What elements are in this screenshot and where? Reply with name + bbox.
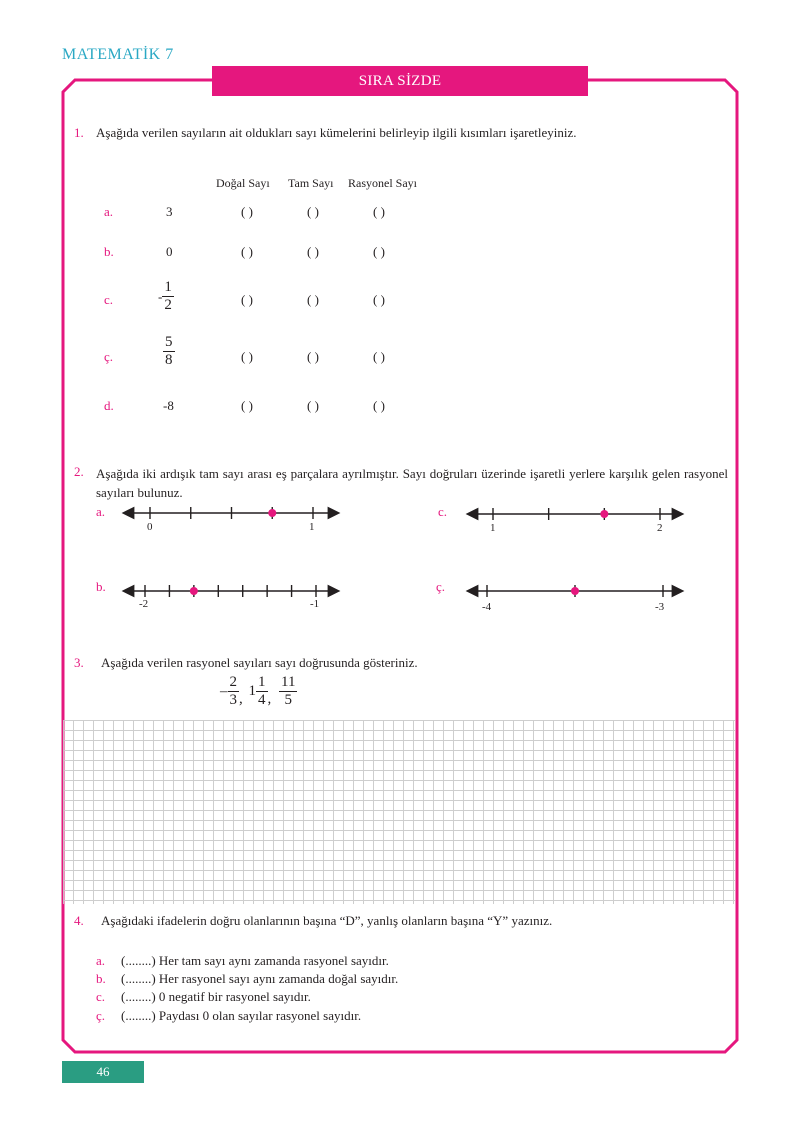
numberline-cedilla [472,585,678,597]
numberline-marked-point [268,509,276,517]
q1-number: 1. [74,125,84,140]
checkbox-dogal[interactable]: ( ) [241,244,253,259]
checkbox-tam[interactable]: ( ) [307,349,319,364]
fraction-numerator: 1 [164,279,172,295]
numberline-marked-point [571,587,579,595]
fraction-numerator: 2 [229,674,237,690]
checkbox-tam[interactable]: ( ) [307,204,319,219]
statement-text[interactable]: (........) Her rasyonel sayı aynı zamanda doğal sayıdır. [121,971,399,986]
statement-label: ç. [96,1008,106,1023]
q2-number: 2. [74,464,84,479]
numberline-end: 1 [309,521,315,533]
numberline-label: b. [96,579,106,594]
numberline-marked-point [600,510,608,518]
fraction-denominator: 8 [165,352,173,369]
numberline-start: -4 [482,601,492,613]
checkbox-rasyonel[interactable]: ( ) [373,349,385,364]
q1-text: Aşağıda verilen sayıların ait oldukları sayı kümelerini belirleyip ilgili kısımları işaretleyiniz. [96,125,577,140]
mixed-whole: 1 [248,683,256,700]
numberline-a [128,507,334,519]
numberline-label: c. [438,504,448,519]
q3-number: 3. [74,655,84,670]
row-label: a. [104,204,114,219]
checkbox-dogal[interactable]: ( ) [241,349,253,364]
fraction-numerator: 11 [281,674,296,690]
checkbox-tam[interactable]: ( ) [307,398,319,413]
numberline-end: -3 [655,601,665,613]
checkbox-tam[interactable]: ( ) [307,244,319,259]
checkbox-rasyonel[interactable]: ( ) [373,244,385,259]
statement-label: b. [96,971,106,986]
checkbox-rasyonel[interactable]: ( ) [373,292,385,307]
fraction-numerator: 5 [165,334,173,350]
checkbox-rasyonel[interactable]: ( ) [373,398,385,413]
section-banner: SIRA SİZDE [212,66,588,96]
fraction-sign: - [158,288,163,304]
numberline-end: 2 [657,522,663,534]
numberline-end: -1 [310,598,320,610]
checkbox-dogal[interactable]: ( ) [241,204,253,219]
numberline-b [128,585,334,597]
fraction-denominator: 4 [258,692,266,709]
q4-text: Aşağıdaki ifadelerin doğru olanlarının başına “D”, yanlış olanların başına “Y” yazınız. [101,913,553,928]
row-label: b. [104,244,114,259]
col-header-rasyonel: Rasyonel Sayı [348,176,417,190]
q3-fraction-list [220,674,297,710]
numberline-start: 0 [147,521,153,533]
fraction-denominator: 3 [229,692,237,709]
checkbox-dogal[interactable]: ( ) [241,292,253,307]
fraction-denominator: 5 [279,691,297,709]
row-label: ç. [104,349,114,364]
numberline-start: 1 [490,522,496,534]
numberline-start: -2 [139,598,149,610]
subject-title: MATEMATİK 7 [62,46,174,63]
numberline-label: ç. [436,579,446,594]
separator: , [239,691,243,708]
row-value: 0 [166,244,173,259]
numberline-marked-point [190,587,198,595]
statement-label: c. [96,989,106,1004]
row-label: d. [104,398,114,413]
col-header-dogal: Doğal Sayı [216,176,270,190]
numberline-label: a. [96,504,106,519]
fraction-sign: – [220,683,228,700]
q4-number: 4. [74,913,84,928]
q2-text: Aşağıda iki ardışık tam sayı arası eş parçalara ayrılmıştır. Sayı doğruları üzerinde işaretli yerlere karşılık gelen rasyonel sayıları bulunuz. [96,466,728,500]
fraction-denominator: 2 [164,297,172,314]
q3-text: Aşağıda verilen rasyonel sayıları sayı doğrusunda gösteriniz. [101,655,418,670]
statement-label: a. [96,953,106,968]
checkbox-rasyonel[interactable]: ( ) [373,204,385,219]
statement-text[interactable]: (........) Her tam sayı aynı zamanda rasyonel sayıdır. [121,953,389,968]
page-number: 46 [62,1061,144,1083]
statement-text[interactable]: (........) 0 negatif bir rasyonel sayıdır. [121,989,311,1004]
checkbox-tam[interactable]: ( ) [307,292,319,307]
fraction-numerator: 1 [258,674,266,690]
row-value: 3 [166,204,173,219]
col-header-tam: Tam Sayı [288,176,334,190]
numberline-c [472,508,678,520]
checkbox-dogal[interactable]: ( ) [241,398,253,413]
row-label: c. [104,292,114,307]
separator: , [267,691,272,708]
statement-text[interactable]: (........) Paydası 0 olan sayılar rasyonel sayıdır. [121,1008,362,1023]
answer-grid[interactable] [63,720,735,904]
row-value: -8 [163,398,174,413]
